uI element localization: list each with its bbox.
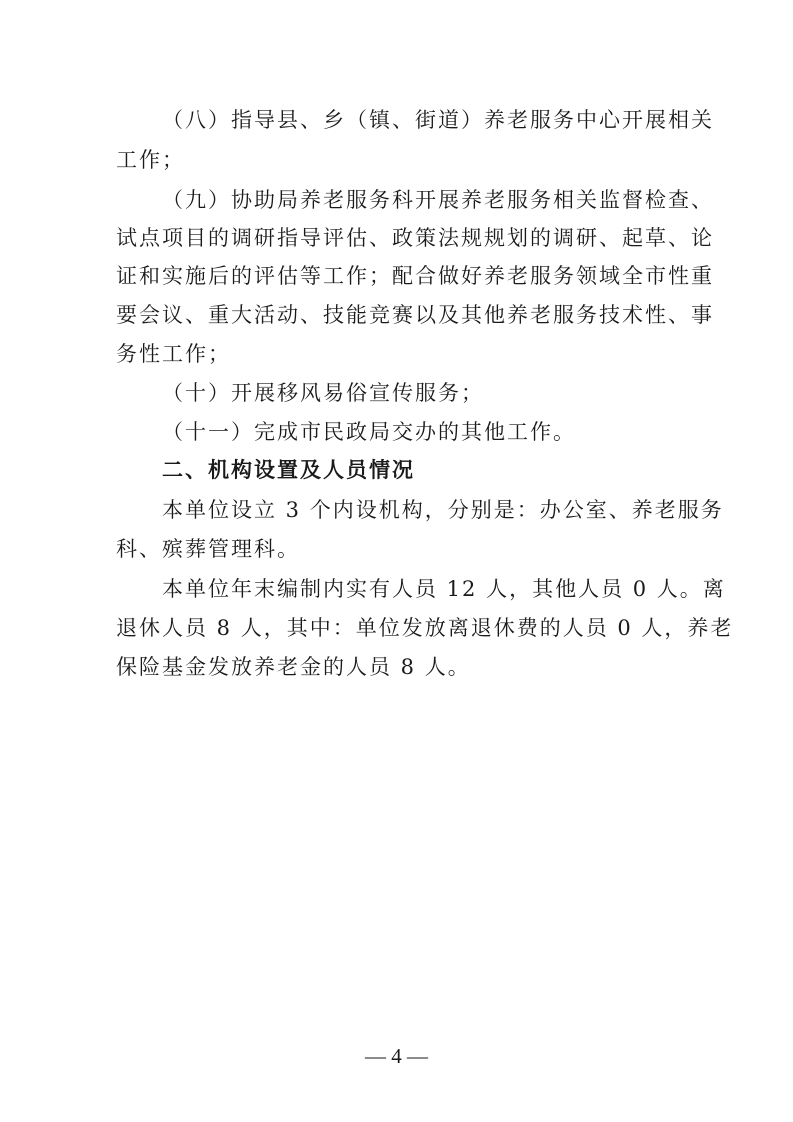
paragraph-line: 务性工作； — [116, 342, 231, 366]
paragraph-line: 退休人员 8 人，其中：单位发放离退休费的人员 0 人，养老 — [116, 616, 734, 640]
paragraph-line: 本单位设立 3 个内设机构，分别是：办公室、养老服务 — [162, 498, 724, 522]
paragraph-line: （八）指导县、乡（镇、街道）养老服务中心开展相关 — [162, 108, 714, 132]
paragraph-line: 本单位年末编制内实有人员 12 人，其他人员 0 人。离 — [162, 577, 726, 601]
paragraph-line: 科、殡葬管理科。 — [116, 537, 300, 561]
paragraph-line: （十一）完成市民政局交办的其他工作。 — [162, 420, 576, 444]
paragraph-line: 证和实施后的评估等工作；配合做好养老服务领域全市性重 — [116, 264, 714, 288]
paragraph-line: 工作； — [116, 148, 185, 172]
paragraph-line: （十）开展移风易俗宣传服务； — [162, 381, 484, 405]
page-number: — 4 — — [365, 1044, 428, 1068]
paragraph-line: （九）协助局养老服务科开展养老服务相关监督检查、 — [162, 188, 714, 212]
paragraph-line: 要会议、重大活动、技能竞赛以及其他养老服务技术性、事 — [116, 303, 714, 327]
paragraph-line: 试点项目的调研指导评估、政策法规规划的调研、起草、论 — [116, 226, 714, 250]
paragraph-line: 保险基金发放养老金的人员 8 人。 — [116, 655, 471, 679]
section-heading: 二、机构设置及人员情况 — [162, 458, 415, 482]
